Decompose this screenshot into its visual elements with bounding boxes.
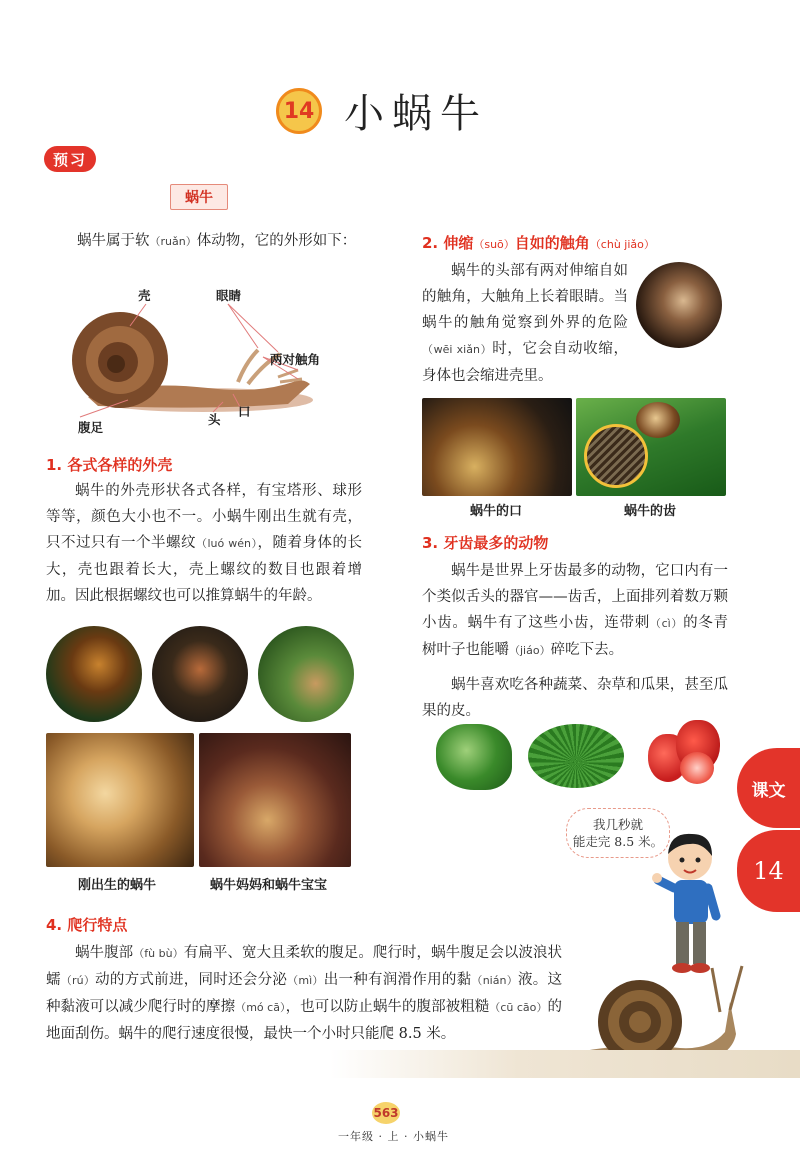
caption-newborn-snails: 刚出生的蜗牛 xyxy=(78,878,157,893)
side-tab-lesson[interactable]: 课文 xyxy=(737,748,800,828)
label-mouth: 口 xyxy=(238,404,251,419)
preview-badge: 预习 xyxy=(44,146,96,172)
caption-mother-and-baby: 蜗牛妈妈和蜗牛宝宝 xyxy=(210,878,328,893)
photo-snail-tower-shell xyxy=(46,626,142,722)
lesson-number-badge: 14 xyxy=(276,88,322,134)
label-tentacles: 两对触角 xyxy=(270,352,321,367)
crawling-paragraph: 蜗牛腹部（fù bù）有扁平、宽大且柔软的腹足。爬行时，蜗牛腹足会以波浪状蠕（rú）动的方式前进，同时还会分泌（mì）出一种有润滑作用的黏（nián）液。这种黏液可以减少爬行时的摩擦（mó cā），也可以防止蜗牛的腹部被粗糙（cū cāo）的地面刮伤。蜗牛的爬行速度很慢，最快一个小时只能爬 8.5 米。 xyxy=(46,945,563,1042)
photo-lettuce xyxy=(436,724,512,790)
label-foot: 腹足 xyxy=(78,420,104,435)
footer-text: 一年级 · 上 · 小蜗牛 xyxy=(338,1130,449,1143)
photo-snail-on-leaf xyxy=(258,626,354,722)
shells-paragraph: 蜗牛的外壳形状各式各样，有宝塔形、球形等等，颜色大小也不一。小蜗牛刚出生就有壳，只不过只有一个半螺纹（luó wén），随着身体的长大，壳也跟着长大，壳上螺纹的数目也跟着增加。因此根据螺纹也可以推算蜗牛的年龄。 xyxy=(46,483,362,604)
photo-strawberries xyxy=(646,716,726,786)
section-heading-shells: 1. 各式各样的外壳 xyxy=(46,456,173,474)
bubble-line-2: 能走完 8.5 米。 xyxy=(572,834,664,849)
section-heading-crawling: 4. 爬行特点 xyxy=(46,916,128,934)
food-paragraph: 蜗牛喜欢吃各种蔬菜、杂草和瓜果，甚至瓜果的皮。 xyxy=(422,677,728,719)
teeth-magnifier xyxy=(584,424,648,488)
label-shell: 壳 xyxy=(138,288,151,303)
page-number: 563 xyxy=(372,1102,400,1124)
caption-snail-mouth: 蜗牛的口 xyxy=(470,504,523,519)
section-heading-teeth: 3. 牙齿最多的动物 xyxy=(422,534,549,552)
snail-shell-shape xyxy=(636,402,680,438)
topic-tag: 蜗牛 xyxy=(170,184,228,210)
tentacles-paragraph: 蜗牛的头部有两对伸缩自如的触角，大触角上长着眼睛。当蜗牛的触角觉察到外界的危险（wēi xiǎn）时，它会自动收缩，身体也会缩进壳里。 xyxy=(422,263,628,384)
photo-newborn-snails xyxy=(46,733,194,867)
intro-paragraph: 蜗牛属于软（ruǎn）体动物，它的外形如下： xyxy=(77,233,357,249)
teeth-paragraph: 蜗牛是世界上牙齿最多的动物，它口内有一个类似舌头的器官——齿舌，上面排列着数万颗小齿。蜗牛有了这些小齿，连带刺（cì）的冬青树叶子也能嚼（jiáo）碎吃下去。 xyxy=(422,563,728,658)
photo-tentacle-closeup xyxy=(636,262,722,348)
page-title: 小蜗牛 xyxy=(344,91,488,137)
side-tab-number[interactable]: 14 xyxy=(737,828,800,912)
bubble-line-1: 我几秒就 xyxy=(592,817,643,832)
section-heading-tentacles: 2. 伸缩（suō）自如的触角（chù jiǎo） xyxy=(422,234,655,252)
photo-snail-spiral xyxy=(152,626,248,722)
label-eyes: 眼睛 xyxy=(216,288,242,303)
caption-snail-teeth: 蜗牛的齿 xyxy=(624,504,677,519)
photo-grass xyxy=(528,724,624,788)
photo-snail-teeth xyxy=(576,398,726,496)
label-head: 头 xyxy=(208,412,221,427)
photo-snail-mouth xyxy=(422,398,572,496)
photo-mother-and-baby-snails xyxy=(199,733,351,867)
boy-illustration xyxy=(650,826,726,976)
ground-strip xyxy=(330,1050,800,1078)
